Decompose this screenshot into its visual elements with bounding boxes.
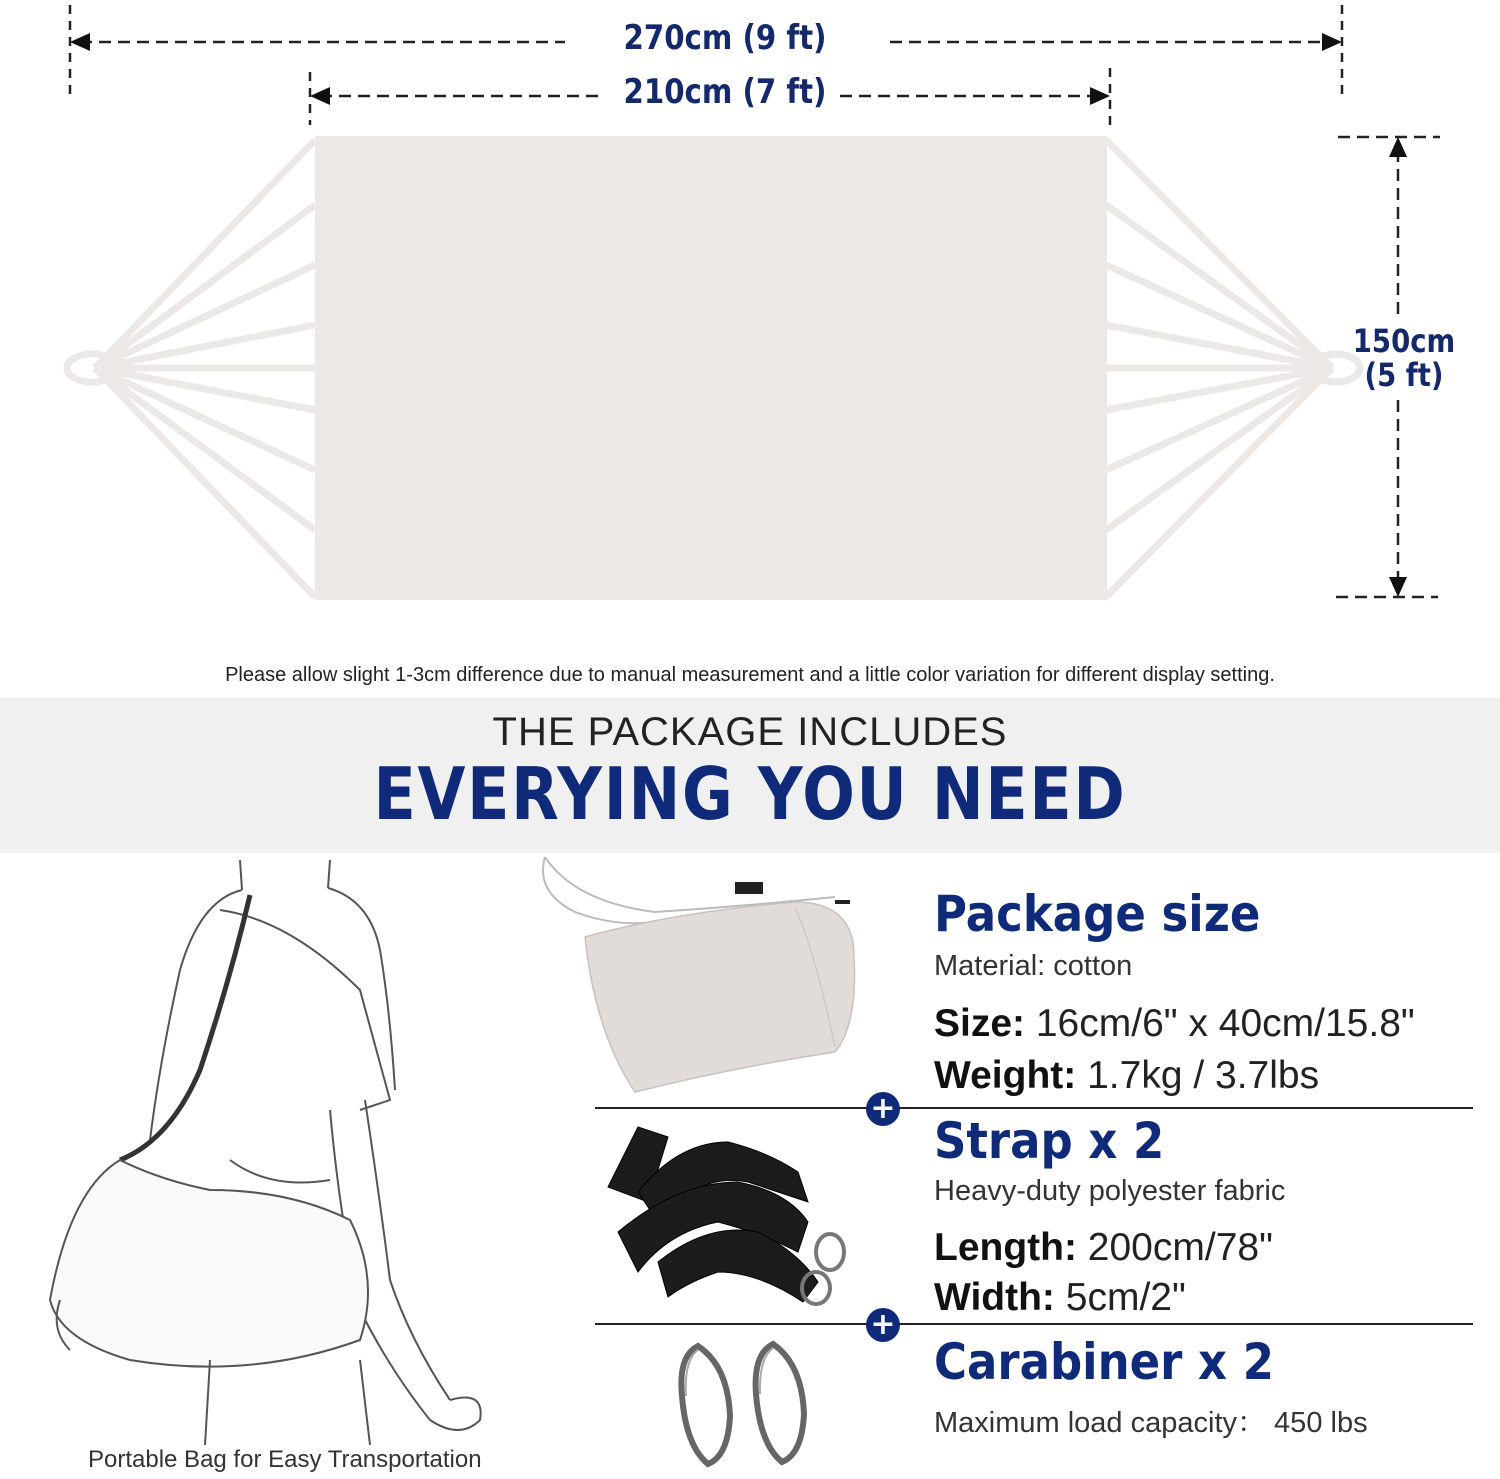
width-cm-label: 150cm: [1352, 322, 1456, 360]
weight-label: Weight:: [934, 1054, 1077, 1097]
width-label: Width:: [934, 1276, 1055, 1319]
weight-value: 1.7kg / 3.7lbs: [1076, 1054, 1320, 1097]
size-value: 16cm/6" x 40cm/15.8": [1025, 1002, 1415, 1045]
section-divider: [595, 1323, 1473, 1325]
bag-caption: Portable Bag for Easy Transportation: [88, 1446, 482, 1473]
package-material: Material: cotton: [934, 950, 1133, 982]
strap-material: Heavy-duty polyester fabric: [934, 1175, 1286, 1207]
package-weight-spec: [934, 1054, 1319, 1098]
hammock-bed: [315, 136, 1107, 600]
banner-title: EVERYING YOU NEED: [373, 752, 1127, 836]
size-label: Size:: [934, 1002, 1026, 1045]
storage-bag-image: [535, 852, 865, 1097]
measurement-note: Please allow slight 1-3cm difference due to manual measurement and a little color variation for different display setting.: [225, 664, 1275, 686]
d-ring-icon: [816, 1234, 844, 1270]
arrowhead-left-icon: [70, 33, 90, 51]
carabiner-title: Carabiner x 2: [934, 1333, 1275, 1391]
straps-image: [598, 1122, 858, 1312]
length-value: 200cm/78": [1076, 1226, 1273, 1269]
person-with-bag-illustration: [30, 860, 510, 1445]
width-ft-label: (5 ft): [1364, 356, 1444, 394]
strap-width-spec: [934, 1276, 1186, 1320]
total-length-label: 270cm (9 ft): [623, 18, 827, 58]
section-divider: [595, 1107, 1473, 1109]
arrowhead-right-icon: [1090, 87, 1110, 105]
width-value: 5cm/2": [1054, 1276, 1186, 1319]
arrowhead-down-icon: [1389, 577, 1407, 597]
arrowhead-up-icon: [1389, 137, 1407, 157]
right-ropes: [1106, 140, 1332, 597]
banner-subtitle: THE PACKAGE INCLUDES: [492, 710, 1008, 754]
arrowhead-left-icon: [310, 87, 330, 105]
package-size-title: Package size: [934, 885, 1261, 943]
carabiners-image: [668, 1336, 818, 1471]
stopper-icon: [735, 882, 763, 894]
strap-title: Strap x 2: [934, 1112, 1165, 1170]
strap-length-spec: [934, 1226, 1273, 1270]
arrowhead-right-icon: [1322, 33, 1342, 51]
package-size-spec: [934, 1002, 1415, 1046]
left-ropes: [95, 140, 315, 597]
length-label: Length:: [934, 1226, 1077, 1269]
plus-icon: +: [866, 1092, 900, 1126]
bed-length-label: 210cm (7 ft): [623, 72, 827, 112]
carabiner-load: Maximum load capacity： 450 lbs: [934, 1407, 1368, 1439]
plus-icon: +: [866, 1308, 900, 1342]
